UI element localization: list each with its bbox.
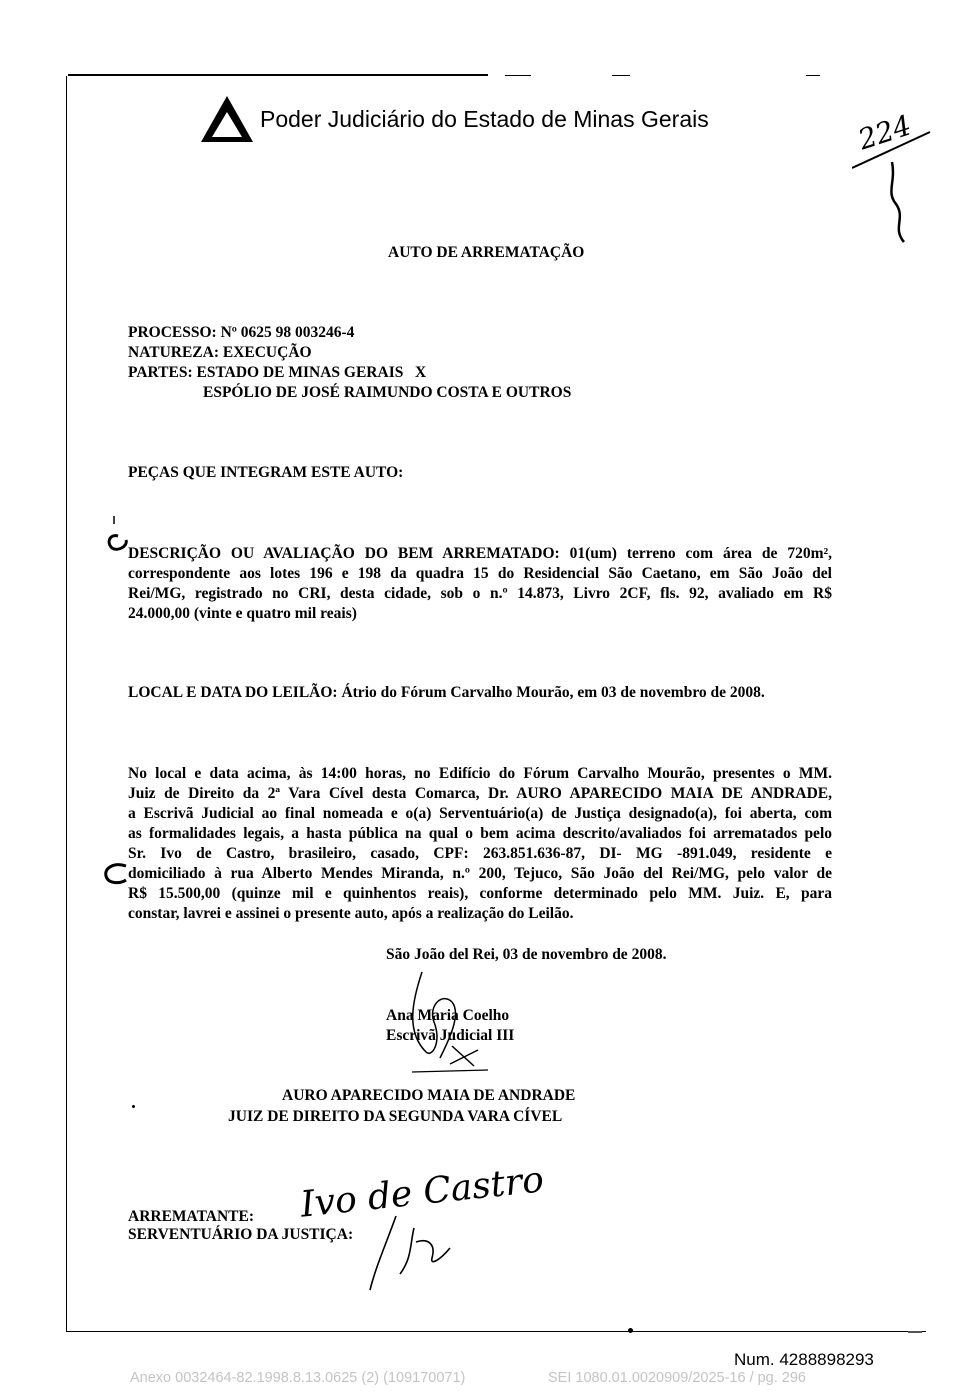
- arrematante-signature: Ivo de Castro: [298, 1159, 546, 1226]
- footer-num: Num. 4288898293: [734, 1350, 874, 1369]
- triangle-logo-icon: [198, 93, 256, 145]
- bottom-dash: [908, 1331, 922, 1333]
- frame-top-dash: [505, 75, 531, 76]
- descricao-label: DESCRIÇÃO OU AVALIAÇÃO DO BEM ARREMATADO:: [128, 545, 560, 562]
- body-line: R$ 15.500,00 (quinze mil e quinhentos reais), conforme determinado pelo MM. Juiz. E, para: [128, 885, 832, 902]
- body-line: constar, lavrei e assinei o presente auto, após a realização do Leilão.: [128, 905, 574, 922]
- stray-dot: [132, 1105, 135, 1108]
- footer-anexo: Anexo 0032464-82.1998.8.13.0625 (2) (109170071): [130, 1370, 466, 1386]
- frame-top-dash: [612, 75, 630, 76]
- frame-top-dash: [806, 75, 820, 76]
- escriva-name: Ana Maria Coelho: [386, 1007, 510, 1024]
- escriva-role: Escrivã Judicial III: [386, 1027, 515, 1044]
- margin-mark-icon: [100, 862, 130, 886]
- footer-sei: SEI 1080.01.0020909/2025-16 / pg. 296: [548, 1370, 806, 1386]
- org-title: Poder Judiciário do Estado de Minas Gerais: [260, 106, 709, 132]
- page-stamp-mark-icon: [852, 112, 932, 252]
- body-line: domiciliado à rua Alberto Mendes Miranda, n.º 200, Tejuco, São João del Rei/MG, pelo valor de: [128, 865, 832, 882]
- body-line: a Escrivã Judicial ao final nomeada e o(a) Serventuário(a) de Justiça designado(a), foi aberta, com: [128, 805, 832, 822]
- partes-line: PARTES: ESTADO DE MINAS GERAIS X: [128, 364, 427, 381]
- local-line: [128, 684, 765, 702]
- descricao-paragraph: [128, 544, 832, 624]
- body-line: Juiz de Direito da 2ª Vara Cível desta Comarca, Dr. AURO APARECIDO MAIA DE ANDRADE,: [128, 785, 832, 802]
- body-line: No local e data acima, às 14:00 horas, no Edifício do Fórum Carvalho Mourão, presentes o MM.: [128, 765, 832, 782]
- page-stamp: [852, 108, 932, 252]
- place-date: São João del Rei, 03 de novembro de 2008.: [386, 946, 667, 963]
- natureza-line: NATUREZA: EXECUÇÃO: [128, 344, 312, 361]
- frame-bottom-line: [66, 1331, 926, 1332]
- descricao-line: correspondente aos lotes 196 e 198 da quadra 15 do Residencial São Caetano, em São João del: [128, 565, 832, 582]
- page-number-stamp: 224: [854, 108, 916, 157]
- judge-name: AURO APARECIDO MAIA DE ANDRADE: [282, 1087, 576, 1104]
- descricao-text: 01(um) terreno com área de 720m²,: [569, 545, 832, 562]
- arrematante-label: ARREMATANTE:: [128, 1208, 255, 1225]
- judge-role: JUIZ DE DIREITO DA SEGUNDA VARA CÍVEL: [228, 1108, 563, 1125]
- serventuario-signature-icon: [356, 1214, 466, 1292]
- descricao-line: Rei/MG, registrado no CRI, desta cidade, sob o n.º 14.873, Livro 2CF, fls. 92, avaliado em R$: [128, 585, 832, 602]
- frame-top-line: [68, 74, 488, 76]
- local-text: Átrio do Fórum Carvalho Mourão, em 03 de novembro de 2008.: [341, 684, 765, 701]
- processo-line: PROCESSO: Nº 0625 98 003246-4: [128, 324, 355, 341]
- descricao-line: 24.000,00 (vinte e quatro mil reais): [128, 605, 357, 622]
- pecas-heading: PEÇAS QUE INTEGRAM ESTE AUTO:: [128, 464, 404, 481]
- frame-left-line: [66, 76, 67, 1332]
- bottom-dot: [628, 1328, 633, 1333]
- local-label: LOCAL E DATA DO LEILÃO:: [128, 684, 338, 701]
- body-line: Sr. Ivo de Castro, brasileiro, casado, CPF: 263.851.636-87, DI- MG -891.049, residente e: [128, 845, 832, 862]
- document-title: AUTO DE ARREMATAÇÃO: [388, 244, 585, 261]
- serventuario-label: SERVENTUÁRIO DA JUSTIÇA:: [128, 1226, 354, 1243]
- body-line: as formalidades legais, a hasta pública na qual o bem acima descrito/avaliados foi arrematados pelo: [128, 825, 832, 842]
- body-paragraph: [128, 764, 832, 924]
- partes-line-2: ESPÓLIO DE JOSÉ RAIMUNDO COSTA E OUTROS: [203, 384, 572, 401]
